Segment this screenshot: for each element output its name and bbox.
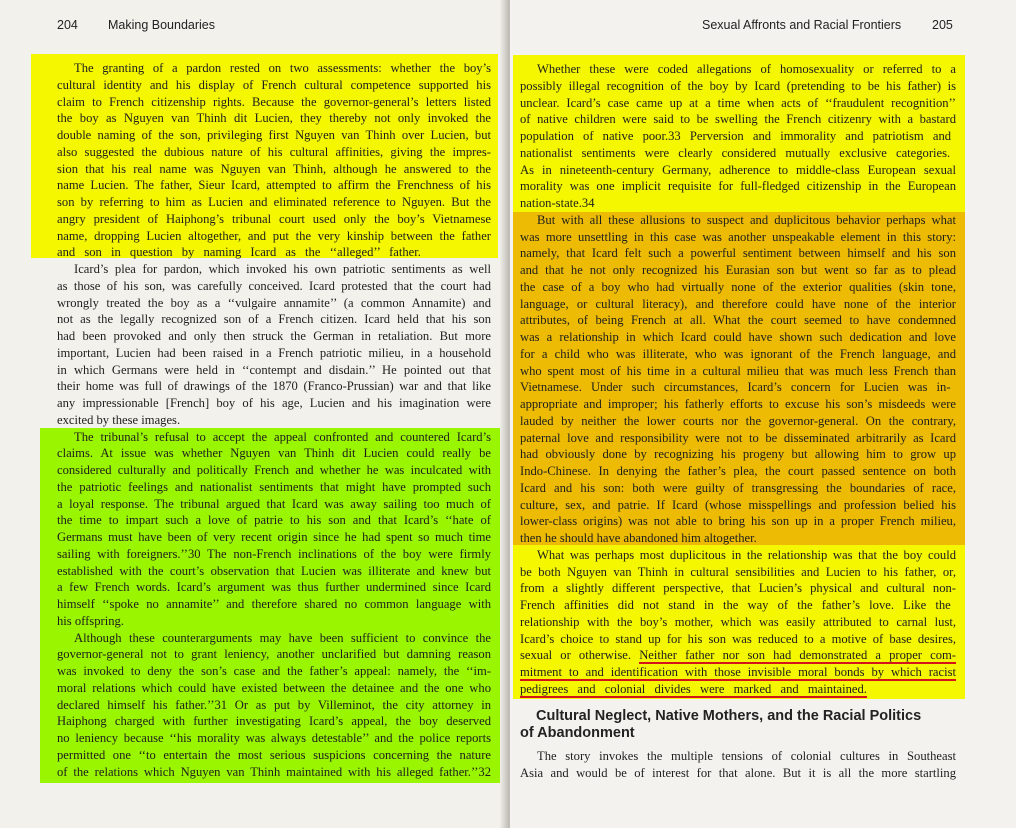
right-running-head: Sexual Affronts and Racial Frontiers — [702, 18, 902, 32]
text-line: The story invokes the multiple tensions of colonial cultures in Southeast — [537, 749, 956, 763]
text-line: also suggested the dubious nature of his cultural affinities, giving the impres- — [57, 144, 491, 159]
text-line: his offspring. — [57, 613, 124, 628]
text-line: language, or cultural literacy), and therefore could have none of the interior — [520, 296, 956, 311]
text-line: and that he not only recognized his Eurasian son but went so far as to plead — [520, 263, 956, 277]
text-line: claims. At issue was whether Nguyen van Thinh dit Lucien could really be — [57, 446, 491, 461]
text-line: The granting of a pardon rested on two assessments: whether the boy’s — [74, 61, 491, 75]
text-line: had been provoked and only then struck the German in retaliation. But more — [57, 329, 491, 343]
text-line: Whether these were coded allegations of homosexuality or referred to a — [537, 62, 956, 76]
text-line: governor-general not to grant leniency, another unclarified but damning reason — [57, 647, 491, 662]
text-line: Asia and would be of interest for that alone. But it is all the more startling — [520, 765, 956, 780]
text-line: a few French words. Icard’s argument was thus further undermined since Icard — [57, 580, 491, 595]
text-line: lauded by neither the lower courts nor the governor-general. On the contrary, — [520, 413, 956, 428]
right-text-column-bottom — [520, 748, 956, 782]
text-line: appropriate and improper; his fatherly efforts to excuse his son’s misdeeds were — [520, 397, 956, 411]
text-line: a loyal response. The tribunal argued that Icard was away sailing too much of — [57, 496, 491, 511]
text-line: But with all these allusions to suspect and duplicitous behavior perhaps what — [537, 212, 956, 227]
left-page — [0, 0, 506, 828]
text-line: Although these counterarguments may have been sufficient to convince the — [74, 630, 491, 645]
text-line: name Lucien. The father, Sieur Icard, attempted to affirm the Frenchness of his — [57, 178, 491, 193]
underlined-sentence-part-1: Neither father nor son had demonstrated a proper com- — [639, 648, 956, 663]
text-line: unclear. Icard’s case came up at a time when acts of ‘‘fraudulent recognition’’ — [520, 95, 956, 110]
text-line: possibly illegal recognition of the boy by Icard (pretending to be his father) is — [520, 78, 956, 93]
text-line: French affinities did not stand in the way of the father’s love. Like the — [520, 598, 951, 612]
text-line: What was perhaps most duplicitous in the relationship was that the boy could — [537, 547, 956, 562]
text-line — [520, 681, 956, 698]
text-line: of the relations which Nguyen van Thinh maintained with his alleged father.’’32 — [57, 764, 491, 779]
underlined-sentence-part-2: mitment to and identification with those invisible moral bonds by which racist — [520, 665, 956, 679]
text-line: the time to impart such a love of patrie to his son and that Icard’s ‘‘hate of — [57, 513, 491, 528]
text-line: any impressionable [French] boy of his age, Lucien and his imagination were — [57, 396, 491, 410]
text-line: The tribunal’s refusal to accept the appeal confronted and countered Icard’s — [74, 429, 491, 444]
text-line: permitted one ‘‘to entertain the most serious suspicions concerning the nature — [57, 747, 491, 762]
text-line: son by referring to him as Lucien and eliminated reference to Nguyen. But the — [57, 195, 491, 209]
text-line: Germans must have been of very recent origin since he had spent so much time — [57, 530, 491, 544]
text-line: culture, sex, and patrie. If Icard (whose misspellings and profession belied his — [520, 497, 956, 512]
text-line — [520, 647, 956, 664]
text-line: as those of his son, was carefully conceived. Icard protested that the court had — [57, 278, 491, 293]
text-line: sailing with foreigners.’’30 The non-French inclinations of the boy were firmly — [57, 546, 491, 561]
text-line: who spent most of his time in a cultural milieu that was much less French than — [520, 363, 956, 378]
text-line: namely, that Icard felt such a powerful sentiment between himself and his son — [520, 246, 956, 261]
text-line: then he should have abandoned him altogether. — [520, 531, 757, 545]
text-line: considered culturally and politically French and whether he was inculcated with — [57, 463, 491, 477]
text-line: paternal love and responsibility were not to be disseminated arbitrarily as Icard — [520, 430, 956, 445]
text-line: Haiphong charged with further investigating Icard’s appeal, the boy deserved — [57, 714, 491, 729]
text-line: their home was full of drawings of the 1870 (Franco-Prussian) war and that like — [57, 379, 491, 394]
text-line: had obviously done by recognizing his progeny but allowing him to grow up — [520, 447, 956, 462]
text-line: cultural identity and his display of French cultural competence supported his — [57, 77, 491, 92]
text-line: sion that his real name was Nguyen van Thinh, although he answered to the — [57, 161, 491, 176]
text-line: excited by these images. — [57, 412, 181, 427]
text-line: the case of a boy who had virtually none of the exterior qualities (skin tone, — [520, 279, 956, 294]
section-heading-line-2: of Abandonment — [520, 725, 635, 741]
text-line: not as the legally recognized son of a French citizen. Icard held that his son — [57, 312, 491, 327]
left-page-number: 204 — [57, 18, 78, 32]
text-line: Indo-Chinese. In denying the father’s plea, the court passed sentence on both — [520, 464, 956, 478]
text-line: no leniency because ‘‘his morality was always detestable’’ and the police reports — [57, 731, 491, 745]
text-line: was invoked to deny the son’s case and the father’s appeal: namely, the ‘‘im- — [57, 664, 491, 678]
text-line: attributes, of being French at all. What the court seemed to have condemned — [520, 313, 956, 328]
text-line: Icard’s plea for pardon, which invoked his own patriotic sentiments as well — [74, 262, 491, 276]
text-line: relationship with the boy’s mother, which was easily attributed to carnal lust, — [520, 614, 956, 629]
right-page-number: 205 — [932, 18, 953, 32]
text-line: was a relationship in which Icard could have shown such dedication and love — [520, 330, 956, 344]
text-line: nation-state.34 — [520, 196, 595, 210]
text-line: was more unsettling in this case was another unspeakable element in this story: — [520, 229, 956, 244]
text-line: As in nineteenth-century Germany, adherence to middle-class European sexual — [520, 162, 956, 177]
text-line: name, dropping Lucien altogether, and put the very kinship between the father — [57, 228, 491, 243]
right-text-column — [520, 61, 956, 698]
text-line: wrongly treated the boy as a ‘‘vulgaire annamite’’ (a common Annamite) and — [57, 295, 491, 310]
text-fragment: sexual or otherwise. — [520, 648, 632, 663]
text-line: morality was one implicit requisite for full-fledged citizenship in the European — [520, 179, 956, 194]
text-line: lower-class origins) was not able to bring his son up in a proper French milieu, — [520, 514, 956, 529]
text-line: established with the court’s observation that Lucien was illiterate and knew but — [57, 563, 491, 578]
text-line: the boy as Nguyen van Thinh dit Lucien, they thereby not only invoked the — [57, 111, 491, 126]
section-heading-line-1: Cultural Neglect, Native Mothers, and the Racial Politics — [536, 708, 922, 724]
text-line: moral relations which could have existed between the detainee and the one who — [57, 680, 491, 695]
text-line: population of native poor.33 Perversion and immorality and patriotism and — [520, 129, 952, 143]
text-line — [520, 664, 956, 681]
text-line: of native children were said to be swelling the French citizenry with a bastard — [520, 112, 956, 127]
text-line: double naming of the son, privileging first Nguyen van Thinh over Lucien, but — [57, 128, 491, 142]
underlined-sentence-part-3: pedigrees and colonial divides were marked and maintained. — [520, 681, 867, 696]
text-line: from a slightly different perspective, that Lucien’s physical and cultural non- — [520, 581, 956, 596]
text-line: Icard and his son: both were guilty of transgressing the boundaries of race, — [520, 480, 956, 495]
text-line: in which Germans were held in ‘‘contempt and disdain.’’ He pointed out that — [57, 362, 491, 377]
text-line: for a child who was illiterate, who was ignorant of the French language, and — [520, 346, 956, 361]
left-running-head: Making Boundaries — [108, 18, 216, 32]
text-line: claim to French citizenship rights. Because the governor-general’s letters listed — [57, 94, 491, 109]
text-line: important, Lucien had been raised in a French patriotic milieu, in a household — [57, 345, 491, 360]
text-line: declared himself his father.’’31 Or as put by Villeminot, the city attorney in — [57, 697, 491, 712]
text-line: and son in question by naming Icard as the ‘‘alleged’’ father. — [57, 245, 421, 260]
text-line: nationalist sentiments were clearly considered mutually exclusive categories. — [520, 145, 951, 160]
right-page — [510, 0, 1016, 828]
text-line: Icard’s choice to stand up for his son was reduced to a motive of base desires, — [520, 631, 956, 646]
text-line: Vietnamese. Under such circumstances, Icard’s concern for Lucien was in- — [520, 380, 951, 395]
text-line: be both Nguyen van Thinh in cultural sensibilities and Lucien to his father, or, — [520, 564, 956, 579]
text-line: the patriotic feelings and nationalist sentiments that might have prompted such — [57, 479, 491, 494]
text-line: himself ‘‘spoke no annamite’’ and therefore shared no common language with — [57, 597, 491, 611]
text-line: angry president of Haiphong’s tribunal court used only the boy’s Vietnamese — [57, 211, 491, 226]
left-text-column — [57, 60, 491, 780]
